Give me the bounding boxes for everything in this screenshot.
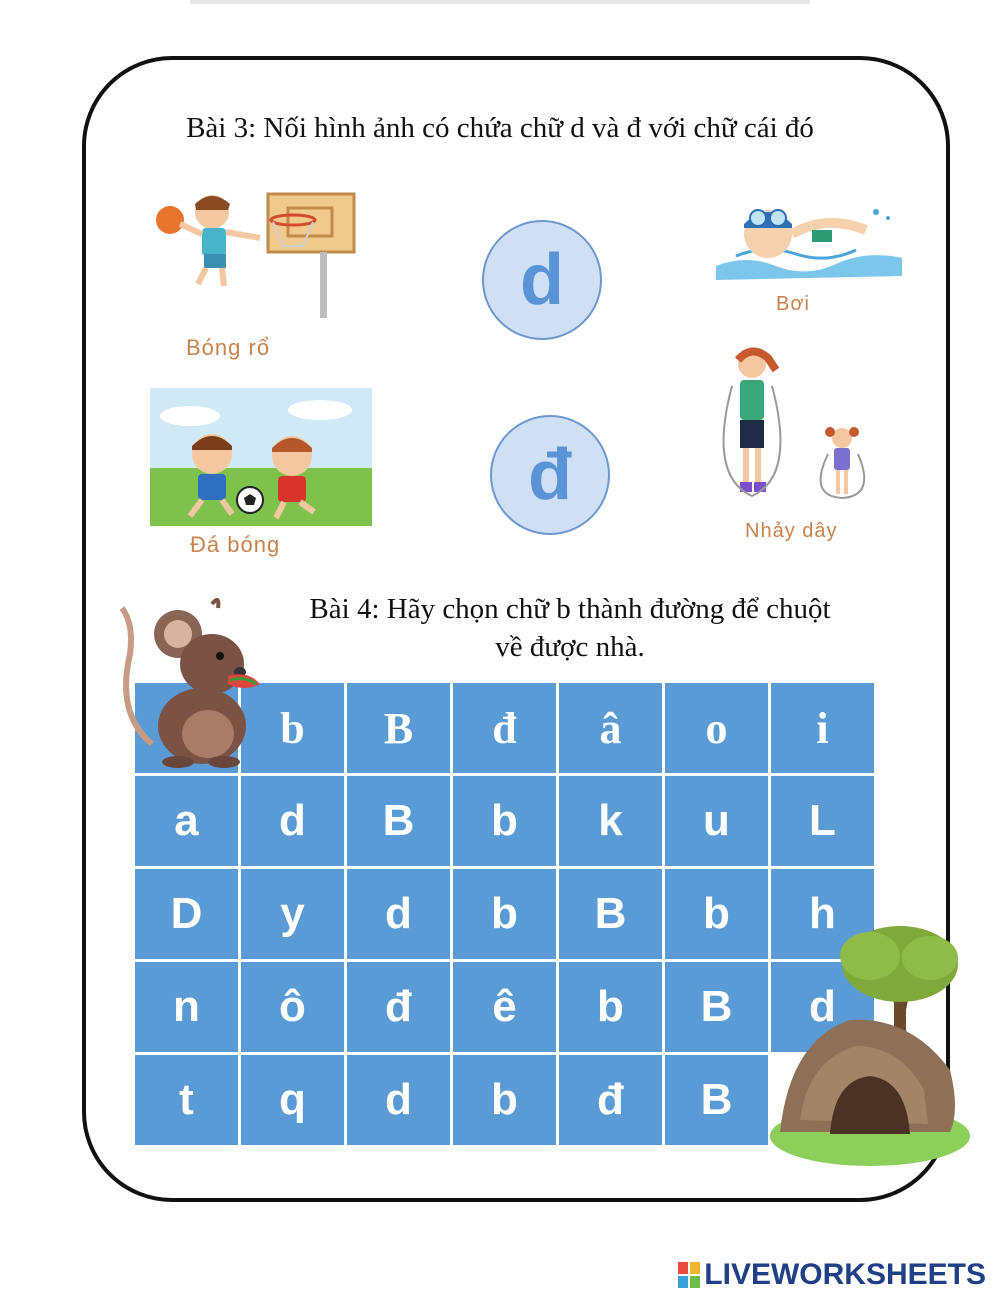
grid-cell[interactable]: y [241, 869, 344, 959]
liveworksheets-mark-icon [678, 1262, 700, 1288]
grid-cell[interactable]: ô [241, 962, 344, 1052]
grid-cell[interactable]: b [241, 683, 344, 773]
caption-swim: Bơi [776, 293, 810, 315]
exercise-4-title-line2: về được nhà. [495, 631, 645, 663]
grid-cell[interactable]: b [559, 962, 662, 1052]
grid-cell[interactable]: b [453, 869, 556, 959]
grid-cell[interactable]: đ [347, 962, 450, 1052]
grid-cell[interactable]: o [665, 683, 768, 773]
grid-cell[interactable]: B [665, 1055, 768, 1145]
caption-jumprope: Nhảy dây [745, 520, 838, 542]
grid-cell[interactable]: d [241, 776, 344, 866]
exercise-3-title: Bài 3: Nối hình ảnh có chứa chữ d và đ với chữ cái đó [186, 112, 814, 144]
grid-cell[interactable]: B [665, 962, 768, 1052]
grid-cell[interactable]: d [347, 869, 450, 959]
grid-cell[interactable]: n [135, 962, 238, 1052]
grid-cell[interactable]: đ [453, 683, 556, 773]
logo-text: LIVEWORKSHEETS [704, 1258, 986, 1291]
grid-cell[interactable]: â [559, 683, 662, 773]
liveworksheets-logo [678, 1258, 986, 1292]
grid-cell[interactable]: b [453, 776, 556, 866]
top-scan-line [190, 0, 810, 4]
grid-cell[interactable]: ê [453, 962, 556, 1052]
grid-cell[interactable]: B [347, 683, 450, 773]
cave-house-illustration [760, 920, 970, 1170]
grid-cell[interactable]: d [347, 1055, 450, 1145]
exercise-4-title [230, 590, 910, 666]
grid-cell[interactable]: i [771, 683, 874, 773]
grid-cell[interactable]: D [135, 869, 238, 959]
grid-cell[interactable]: h [771, 869, 874, 959]
grid-cell[interactable]: q [241, 1055, 344, 1145]
grid-cell[interactable]: đ [559, 1055, 662, 1145]
grid-cell[interactable]: B [347, 776, 450, 866]
grid-row [135, 776, 874, 866]
letter-circle-dd[interactable]: đ [490, 415, 610, 535]
grid-cell[interactable]: u [665, 776, 768, 866]
letter-circle-d[interactable]: d [482, 220, 602, 340]
mouse-illustration [112, 594, 272, 770]
jumprope-picture [712, 346, 892, 506]
swimming-picture [716, 196, 902, 286]
football-picture [150, 388, 372, 526]
grid-cell[interactable]: b [665, 869, 768, 959]
grid-cell[interactable]: d [771, 962, 874, 1052]
grid-cell[interactable]: a [135, 776, 238, 866]
exercise-4-title-line1: Bài 4: Hãy chọn chữ b thành đường để chuột [309, 593, 831, 625]
grid-cell[interactable]: B [559, 869, 662, 959]
caption-basketball: Bóng rổ [186, 335, 271, 360]
basketball-picture [150, 186, 360, 326]
grid-cell[interactable]: t [135, 1055, 238, 1145]
grid-cell[interactable]: L [771, 776, 874, 866]
grid-cell[interactable]: k [559, 776, 662, 866]
grid-cell[interactable]: b [453, 1055, 556, 1145]
caption-football: Đá bóng [190, 532, 281, 557]
